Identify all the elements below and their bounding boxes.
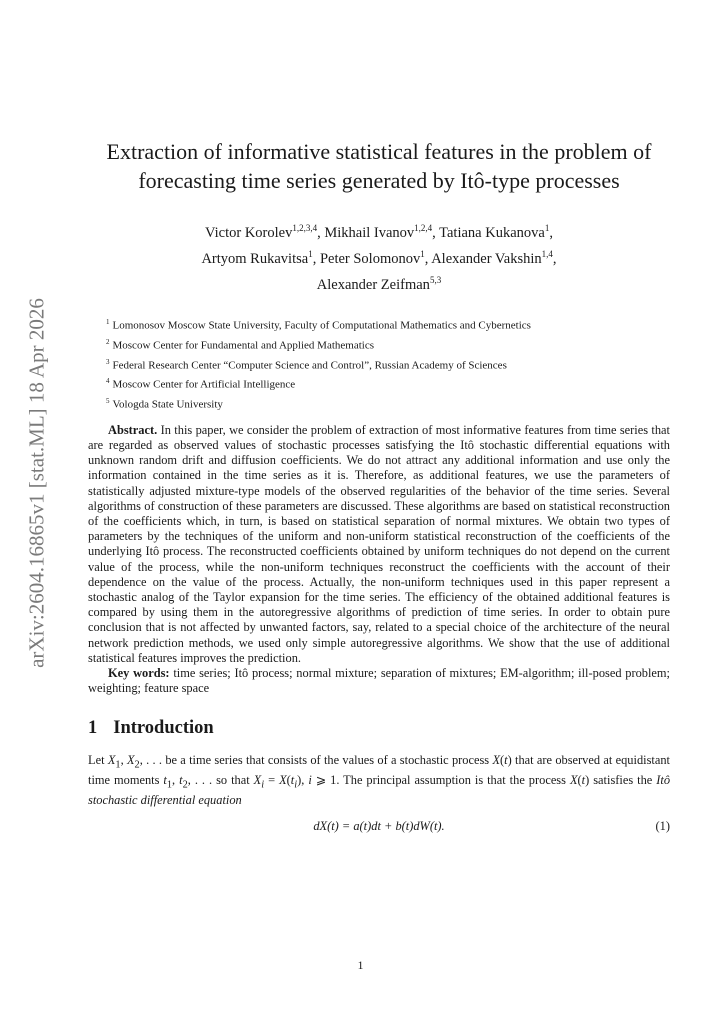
- keywords-label: Key words:: [108, 666, 170, 681]
- author-affil-sup: 1,2,3,4: [292, 223, 318, 233]
- author-name: Victor Korolev: [205, 224, 293, 241]
- abstract-label: Abstract.: [108, 422, 158, 437]
- author-affil-sup: 1: [420, 248, 425, 259]
- author-affil-sup: 1: [308, 248, 313, 259]
- affiliation-text: Lomonosov Moscow State University, Faculty of Computational Mathematics and Cybernetics: [112, 320, 531, 333]
- text-run: =: [264, 773, 280, 788]
- author-affil-sup: 1,4: [541, 248, 553, 259]
- math-sub: 1: [115, 759, 121, 771]
- text-run: (: [500, 753, 505, 768]
- affiliation: [106, 393, 670, 413]
- author-line-3: [88, 270, 670, 296]
- author-separator: ,: [549, 224, 553, 241]
- intro-paragraph: [88, 753, 670, 808]
- text-run: , . . . be a time series that consists of the values of a stochastic process: [139, 753, 493, 768]
- author-line-1: [88, 218, 670, 244]
- text-run: (: [577, 773, 582, 788]
- math-var: t: [504, 753, 508, 768]
- math-sub: 1: [166, 779, 173, 791]
- affiliation: [106, 314, 670, 334]
- author-name: Alexander Zeifman: [316, 276, 430, 293]
- keywords-paragraph: [88, 666, 670, 696]
- author-separator: ,: [432, 224, 440, 241]
- text-run: Let: [88, 753, 108, 768]
- author-line-2: [88, 244, 670, 270]
- affiliation: [106, 354, 670, 374]
- equation-number: (1): [655, 818, 670, 833]
- affiliations: [88, 314, 670, 412]
- equation-body: dX(t) = a(t)dt + b(t)dW(t).: [313, 818, 445, 833]
- math-var: X: [279, 773, 287, 788]
- math-var: i: [308, 773, 312, 788]
- affiliation-number: 2: [106, 338, 110, 347]
- math-sub: i: [294, 779, 298, 791]
- affiliation: [106, 373, 670, 393]
- abstract: [88, 423, 670, 697]
- arxiv-stamp-text: arXiv:2604.16865v1 [stat.ML] 18 Apr 2026: [24, 297, 49, 668]
- paper-title: Extraction of informative statistical features in the problem of forecasting time series generated by Itô-type processes: [106, 139, 652, 193]
- math-var: t: [179, 773, 183, 788]
- math-var: X: [126, 753, 135, 768]
- intro-text: [88, 753, 670, 808]
- text-run: ⩾ 1. The principal assumption is that the process: [311, 773, 570, 788]
- affiliation: [106, 334, 670, 354]
- math-var: X: [569, 773, 578, 788]
- emphasis-text: Itô stochastic differential equation: [88, 773, 671, 808]
- affiliation-text: Moscow Center for Fundamental and Applied Mathematics: [112, 339, 374, 352]
- math-sub: i: [261, 779, 265, 791]
- affiliation-number: 4: [106, 377, 110, 386]
- author-affil-sup: 5,3: [429, 274, 442, 285]
- paper-page: [88, 137, 670, 839]
- affiliation-number: 3: [106, 357, 110, 366]
- author-separator: ,: [552, 250, 557, 267]
- equation-1: [88, 819, 670, 839]
- affiliation-number: 5: [106, 397, 110, 406]
- affiliation-text: Moscow Center for Artificial Intelligence: [112, 379, 296, 392]
- author-name: Tatiana Kukanova: [439, 224, 545, 241]
- author-name: Alexander Vakshin: [431, 250, 542, 267]
- author-name: Artyom Rukavitsa: [201, 250, 309, 267]
- math-var: t: [163, 773, 167, 788]
- abstract-paragraph: [88, 423, 670, 666]
- text-run: , . . . so that: [187, 773, 254, 788]
- section-heading: [88, 718, 670, 739]
- math-var: t: [581, 773, 586, 788]
- abstract-text: In this paper, we consider the problem of extraction of most informative features from time series that are regarded as observed values of stochastic processes satisfying the Itô stochastic differential equations with unknown random drift and diffusion coefficients. We do not attract any additional information and use only the information contained in the time series as it is. Therefore, as additional features, we use the parameters of statistically adjusted mixture-type models of the observed regularities of the behavior of the time series. Several algorithms of construction of these parameters are discussed. These algorithms are based on statistical reconstruction of the coefficients which, in turn, is based on statistical separation of normal mixtures. We obtain two types of parameters by the techniques of the uniform and non-uniform statistical reconstruction of the coefficients of the underlying Itô process. The reconstructed coefficients obtained by uniform techniques do not depend on the current value of the process, while the non-uniform techniques reconstruct the coefficients with the account of their dependence on the value of the process. Actually, the non-uniform techniques used in this paper represent a stochastic analog of the Taylor expansion for the time series. The efficiency of the obtained additional features is compared by using them in the autoregressive algorithms of prediction of time series. In order to obtain pure conclusion that is not affected by unwanted factors, say, related to a special choice of the architecture of the neural network prediction methods, we used only simple autoregressive algorithms. We show that the use of additional statistical features improves the prediction.: [88, 422, 670, 665]
- text-run: ) that are observed at equidistant time moments: [88, 753, 670, 788]
- text-run: (: [286, 773, 291, 788]
- affiliation-text: Federal Research Center “Computer Science and Control”, Russian Academy of Sciences: [112, 359, 507, 372]
- text-run: ,: [172, 773, 180, 788]
- text-run: ),: [297, 773, 309, 788]
- affiliation-text: Vologda State University: [112, 398, 223, 411]
- math-sub: 2: [182, 779, 188, 791]
- author-affil-sup: 1: [544, 223, 550, 233]
- author-separator: ,: [312, 250, 320, 267]
- math-var: X: [107, 753, 116, 768]
- arxiv-stamp: [22, 290, 52, 675]
- section-number: 1: [88, 718, 98, 739]
- author-separator: ,: [424, 250, 432, 267]
- math-sub: 2: [134, 759, 140, 771]
- page-number: 1: [357, 958, 364, 972]
- author-affil-sup: 1,2,4: [414, 223, 433, 233]
- text-run: ,: [120, 753, 127, 768]
- author-separator: ,: [317, 224, 325, 241]
- math-var: X: [492, 753, 501, 768]
- text-run: ) satisfies the: [585, 773, 657, 788]
- keywords-text: time series; Itô process; normal mixture; separation of mixtures; EM-algorithm; ill-posed problem; weighting; feature space: [88, 666, 670, 696]
- section-title: Introduction: [113, 718, 214, 739]
- author-name: Peter Solomonov: [319, 250, 421, 267]
- math-var: t: [290, 773, 295, 788]
- author-list: [88, 218, 670, 295]
- math-var: X: [253, 773, 262, 788]
- affiliation-number: 1: [106, 318, 110, 327]
- author-name: Mikhail Ivanov: [324, 224, 415, 241]
